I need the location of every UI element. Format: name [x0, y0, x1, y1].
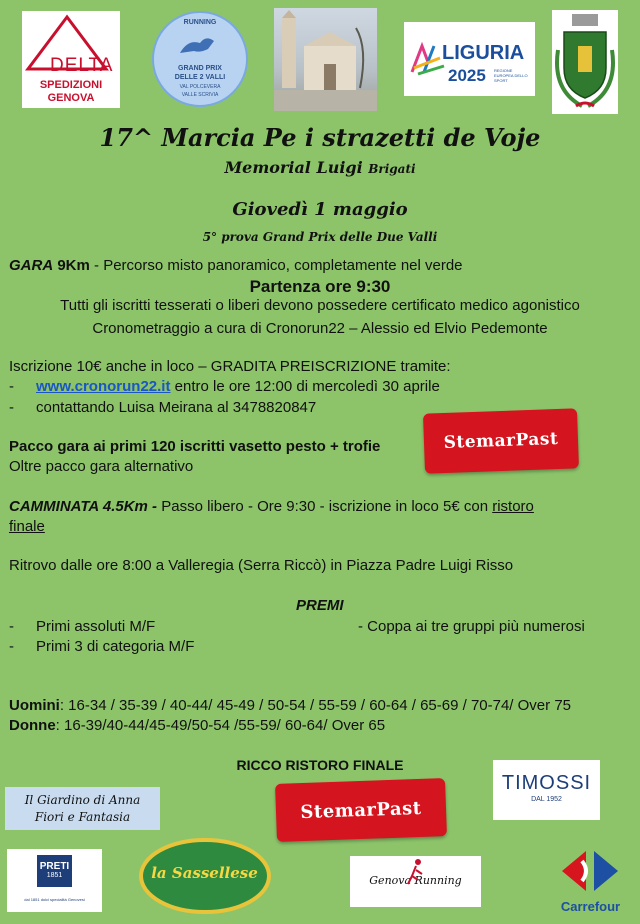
iscrizione-dash-1: - — [9, 378, 14, 395]
uomini-values: : 16-34 / 35-39 / 40-44/ 45-49 / 50-54 / 55-59 / 60-64 / 65-69 / 70-74/ Over 75 — [59, 697, 572, 714]
stemarpast-text-top: StemarPast — [443, 429, 559, 453]
preti-name: PRETI — [39, 861, 70, 872]
donne-values: : 16-39/40-44/45-49/50-54 /55-59/ 60-64/ Over 65 — [55, 717, 386, 734]
medical-note: Tutti gli iscritti tesserati o liberi devono possedere certificato medico agonistico — [60, 297, 580, 314]
gara-label: GARA — [9, 257, 54, 274]
running-l1: GRAND PRIX — [178, 65, 222, 72]
iscrizione-deadline: entro le ore 12:00 di mercoledì 30 aprile — [170, 378, 440, 395]
camminata-finale: finale — [9, 518, 45, 535]
stemarpast-text-bottom: StemarPast — [300, 797, 422, 824]
start-time: Partenza ore 9:30 — [249, 277, 391, 296]
premi-item-2: Primi 3 di categoria M/F — [36, 638, 195, 655]
running-l3: VAL POLCEVERA — [179, 84, 221, 90]
genova-running-logo — [350, 856, 481, 907]
iscrizione-contact: contattando Luisa Meirana al 3478820847 — [36, 399, 317, 416]
delta-logo — [22, 11, 120, 108]
carrefour-logo — [548, 847, 633, 919]
timossi-name: TIMOSSI — [501, 772, 592, 794]
camminata-ristoro: ristoro — [492, 498, 534, 515]
uomini-label: Uomini — [9, 697, 60, 714]
municipal-crest — [552, 10, 618, 114]
stemarpast-banner-top — [423, 408, 579, 473]
preti-sub: dal 1851 dolci specialità Genovesi — [24, 897, 85, 902]
sassellese-name: la Sassellese — [151, 864, 258, 882]
stemarpast-banner-bottom — [275, 778, 447, 842]
series-info: 5° prova Grand Prix delle Due Valli — [202, 230, 438, 244]
ritrovo-line: Ritrovo dalle ore 8:00 a Valleregia (Serra Riccò) in Piazza Padre Luigi Risso — [9, 557, 514, 574]
pacco-alt: Oltre pacco gara alternativo — [9, 458, 194, 475]
church-photo — [274, 8, 377, 111]
church-icon — [274, 8, 377, 111]
camminata-desc: Passo libero - Ore 9:30 - iscrizione in loco 5€ con — [157, 498, 493, 515]
preti-logo — [7, 849, 102, 912]
categorie-uomini — [9, 697, 571, 714]
categorie-donne — [9, 717, 385, 734]
preti-mark — [37, 855, 72, 887]
iscrizione-dash-2: - — [9, 399, 14, 416]
memorial-main: Memorial Luigi — [224, 158, 363, 177]
timossi-logo — [493, 760, 600, 820]
timossi-year: DAL 1952 — [531, 796, 562, 803]
delta-sub2: GENOVA — [47, 92, 95, 104]
giardino-line-1: Il Giardino di Anna — [24, 793, 141, 807]
premi-item-3: - Coppa ai tre gruppi più numerosi — [358, 618, 585, 635]
delta-name: DELTA — [50, 55, 114, 76]
iscrizione-online — [36, 378, 440, 395]
iscrizione-intro: Iscrizione 10€ anche in loco – GRADITA PREISCRIZIONE tramite: — [9, 358, 451, 375]
timing-note: Cronometraggio a cura di Cronorun22 – Alessio ed Elvio Pedemonte — [92, 320, 548, 337]
premi-dash-2: - — [9, 638, 14, 655]
runner-icon — [406, 858, 426, 888]
carrefour-icon — [548, 847, 633, 897]
liguria-name: LIGURIA — [442, 42, 525, 64]
giardino-line-2: Fiori e Fantasia — [34, 810, 131, 824]
gara-desc: - Percorso misto panoramico, completamente nel verde — [89, 257, 463, 274]
gara-distance: 9Km — [57, 257, 90, 274]
camminata-line — [9, 498, 534, 515]
running-l2: DELLE 2 VALLI — [174, 74, 226, 81]
cronorun-link[interactable]: www.cronorun22.it — [36, 378, 171, 395]
pacco-main: Pacco gara ai primi 120 iscritti vasetto pesto + trofie — [9, 438, 381, 455]
giardino-logo — [5, 787, 160, 830]
premi-title: PREMI — [296, 597, 344, 614]
liguria-sub: REGIONE EUROPEA DELLO SPORT — [494, 68, 528, 83]
premi-dash-1: - — [9, 618, 14, 635]
memorial-small: Brigati — [368, 162, 416, 176]
preti-year: 1851 — [46, 872, 63, 879]
grand-prix-logo — [150, 11, 250, 108]
donne-label: Donne — [9, 717, 56, 734]
genova-running-name: Genova Running — [369, 874, 462, 887]
event-title: 17^ Marcia Pe i strazetti de Voje — [99, 123, 541, 152]
gara-line — [9, 257, 463, 274]
memorial-line — [0, 158, 640, 177]
sassellese-logo — [137, 836, 272, 916]
camminata-label: CAMMINATA 4.5Km - — [9, 498, 158, 515]
running-l4: VALLE SCRIVIA — [181, 92, 219, 98]
liguria-logo — [404, 22, 535, 96]
carrefour-name: Carrefour — [560, 899, 621, 914]
crest-icon — [552, 10, 618, 114]
ristoro-finale-heading: RICCO RISTORO FINALE — [236, 757, 404, 773]
delta-sub1: SPEDIZIONI — [39, 79, 103, 91]
premi-item-1: Primi assoluti M/F — [36, 618, 156, 635]
liguria-year: 2025 — [448, 66, 486, 85]
event-date: Giovedì 1 maggio — [232, 199, 408, 220]
running-top: RUNNING — [183, 19, 217, 26]
